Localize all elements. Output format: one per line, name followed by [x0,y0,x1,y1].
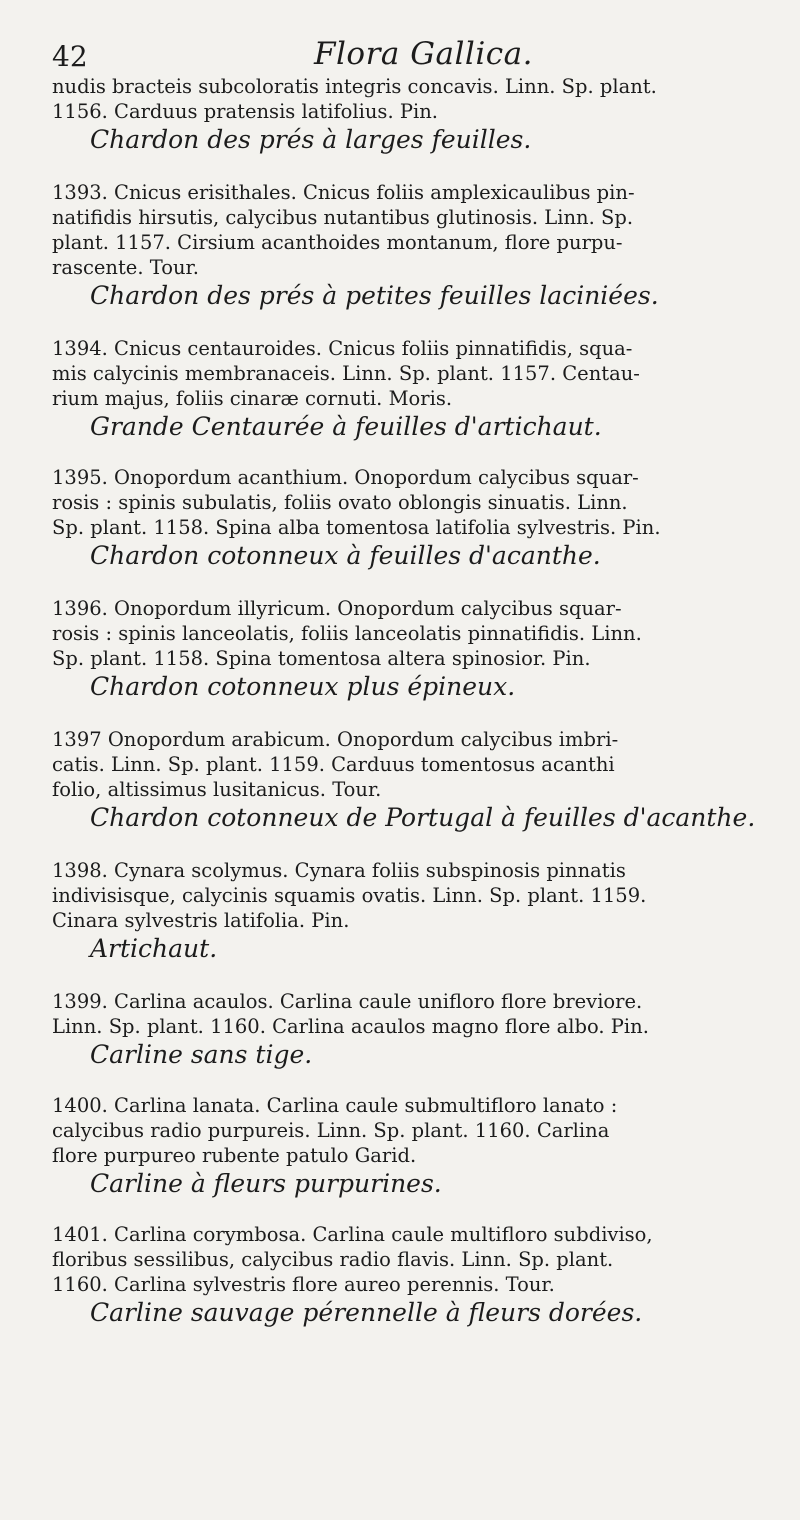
text-line: Sp. plant. 1158. Spina alba tomentosa latifolia sylvestris. Pin. [52,516,661,539]
text-line: 1395. Onopordum acanthium. Onopordum calycibus squar- [52,466,639,489]
french-name: Chardon des prés à petites feuilles laciniées. [90,281,659,310]
text-line: nudis bracteis subcoloratis integris concavis. Linn. Sp. plant. [52,75,657,98]
text-line: folio, altissimus lusitanicus. Tour. [52,778,382,801]
text-line: mis calycinis membranaceis. Linn. Sp. plant. 1157. Centau- [52,362,640,385]
french-name: Carline sans tige. [90,1040,313,1069]
page-body [52,74,778,1329]
french-name: Chardon cotonneux à feuilles d'acanthe. [90,541,601,570]
text-line: natifidis hirsutis, calycibus nutantibus glutinosis. Linn. Sp. [52,206,634,229]
text-line: 1399. Carlina acaulos. Carlina caule unifloro flore breviore. [52,990,643,1013]
text-line: rium majus, foliis cinaræ cornuti. Moris. [52,387,453,410]
french-name: Chardon cotonneux plus épineux. [90,672,516,701]
text-line: Sp. plant. 1158. Spina tomentosa altera spinosior. Pin. [52,647,591,670]
text-line: rosis : spinis subulatis, foliis ovato oblongis sinuatis. Linn. [52,491,628,514]
text-line: 1400. Carlina lanata. Carlina caule submultifloro lanato : [52,1094,618,1117]
text-line: 1397 Onopordum arabicum. Onopordum calycibus imbri- [52,728,619,751]
text-line: plant. 1157. Cirsium acanthoides montanum, flore purpu- [52,231,623,254]
running-title: Flora Gallica. [314,36,533,72]
french-name: Chardon cotonneux de Portugal à feuilles d'acanthe. [90,803,756,832]
french-name: Grande Centaurée à feuilles d'artichaut. [90,412,602,441]
text-line: 1156. Carduus pratensis latifolius. Pin. [52,100,438,123]
text-line: floribus sessilibus, calycibus radio flavis. Linn. Sp. plant. [52,1248,614,1271]
french-name: Artichaut. [90,934,218,963]
text-line: catis. Linn. Sp. plant. 1159. Carduus tomentosus acanthi [52,753,615,776]
text-line: rosis : spinis lanceolatis, foliis lanceolatis pinnatifidis. Linn. [52,622,642,645]
french-name: Carline à fleurs purpurines. [90,1169,442,1198]
text-line: 1401. Carlina corymbosa. Carlina caule multifloro subdiviso, [52,1223,653,1246]
text-line: Linn. Sp. plant. 1160. Carlina acaulos magno flore albo. Pin. [52,1015,649,1038]
text-line: 1394. Cnicus centauroides. Cnicus foliis pinnatifidis, squa- [52,337,633,360]
page-number: 42 [52,40,88,73]
text-line: 1160. Carlina sylvestris flore aureo perennis. Tour. [52,1273,555,1296]
french-name: Carline sauvage pérennelle à fleurs dorées. [90,1298,643,1327]
text-line: 1398. Cynara scolymus. Cynara foliis subspinosis pinnatis [52,859,626,882]
text-line: calycibus radio purpureis. Linn. Sp. plant. 1160. Carlina [52,1119,610,1142]
text-line: 1396. Onopordum illyricum. Onopordum calycibus squar- [52,597,622,620]
text-line: flore purpureo rubente patulo Garid. [52,1144,417,1167]
text-line: rascente. Tour. [52,256,199,279]
french-name: Chardon des prés à larges feuilles. [90,125,532,154]
text-line: 1393. Cnicus erisithales. Cnicus foliis amplexicaulibus pin- [52,181,635,204]
text-line: Cinara sylvestris latifolia. Pin. [52,909,350,932]
text-line: indivisisque, calycinis squamis ovatis. Linn. Sp. plant. 1159. [52,884,647,907]
